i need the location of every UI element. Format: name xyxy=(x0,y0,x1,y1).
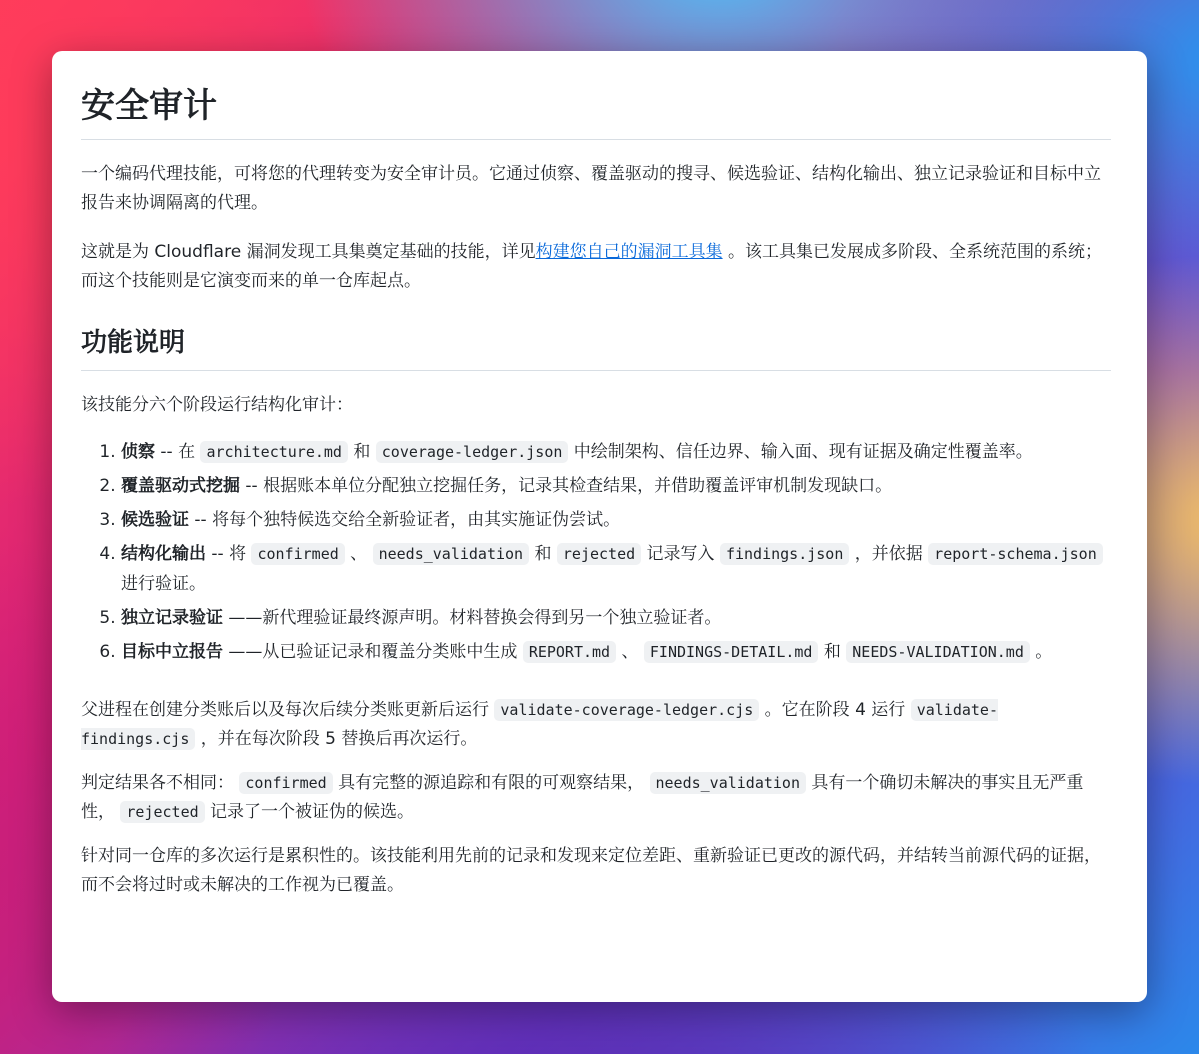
list-item-candidate-validation xyxy=(121,505,1111,535)
code-span: report-schema.json xyxy=(928,543,1103,565)
list-item-structured-output xyxy=(121,539,1111,599)
code-span: NEEDS-VALIDATION.md xyxy=(846,641,1030,663)
para-text: 具有完整的源追踪和有限的可观察结果， xyxy=(332,773,650,793)
step-text: -- 根据账本单位分配独立挖掘任务，记录其检查结果，并借助覆盖评审机制发现缺口。 xyxy=(240,476,893,496)
build-toolkit-link[interactable]: 构建您自己的漏洞工具集 xyxy=(535,242,723,262)
code-span: architecture.md xyxy=(200,441,347,463)
list-item-recon xyxy=(121,437,1111,467)
para-text: 具有一个确切未解决的事实且无严重性， xyxy=(81,773,1084,822)
step-title: 候选验证 xyxy=(121,510,189,530)
stages-intro: 该技能分六个阶段运行结构化审计： xyxy=(81,395,353,415)
step-text: -- 在 xyxy=(155,442,201,462)
code-span: validate-coverage-ledger.cjs xyxy=(494,699,759,721)
code-span: rejected xyxy=(120,801,204,823)
step-text: 。 xyxy=(1029,642,1053,662)
intro-paragraph: 一个编码代理技能，可将您的代理转变为安全审计员。它通过侦察、覆盖驱动的搜寻、候选验证、结构化输出、独立记录验证和目标中立报告来协调隔离的代理。 xyxy=(81,164,1101,213)
para-text: 记录了一个被证伪的候选。 xyxy=(204,802,415,822)
step-title: 结构化输出 xyxy=(121,544,206,564)
code-span: confirmed xyxy=(251,543,344,565)
step-text: 记录写入 xyxy=(641,544,720,564)
code-span: REPORT.md xyxy=(523,641,616,663)
step-title: 覆盖驱动式挖掘 xyxy=(121,476,240,496)
toolkit-text-before: 这就是为 Cloudflare 漏洞发现工具集奠定基础的技能，详见 xyxy=(81,242,536,262)
step-title: 独立记录验证 xyxy=(121,608,223,628)
para-text: 判定结果各不相同： xyxy=(81,773,240,793)
step-title: 目标中立报告 xyxy=(121,642,223,662)
para-text: ，并在每次阶段 5 替换后再次运行。 xyxy=(195,729,478,749)
stages-list xyxy=(81,437,1111,667)
step-text: ，并依据 xyxy=(849,544,929,564)
code-span: rejected xyxy=(557,543,641,565)
toolkit-text-after: 。该工具集已发展成多阶段、全系统范围的系统；而这个技能则是它演变而来的单一仓库起点。 xyxy=(81,242,1102,291)
list-item-hunting xyxy=(121,471,1111,501)
code-span: FINDINGS-DETAIL.md xyxy=(644,641,819,663)
section-heading: 功能说明 xyxy=(81,324,1111,371)
step-text: -- 将 xyxy=(206,544,252,564)
para-text: 父进程在创建分类账后以及每次后续分类账更新后运行 xyxy=(81,700,495,720)
step-text: ——从已验证记录和覆盖分类账中生成 xyxy=(223,642,523,662)
step-text: -- 将每个独特候选交给全新验证者，由其实施证伪尝试。 xyxy=(189,510,621,530)
code-span: coverage-ledger.json xyxy=(376,441,569,463)
code-span: findings.json xyxy=(720,543,849,565)
list-item-record-verification xyxy=(121,603,1111,633)
toolkit-paragraph xyxy=(81,238,1111,296)
step-title: 侦察 xyxy=(121,442,155,462)
verdict-paragraph xyxy=(81,769,1111,827)
code-span: confirmed xyxy=(239,772,332,794)
step-text: 和 xyxy=(529,544,557,564)
step-text: 进行验证。 xyxy=(121,574,206,594)
code-span: validate-findings.cjs xyxy=(81,701,998,748)
step-text: 中绘制架构、信任边界、输入面、现有证据及确定性覆盖率。 xyxy=(568,442,1033,462)
step-text: ——新代理验证最终源声明。材料替换会得到另一个独立验证者。 xyxy=(223,608,722,628)
cumulative-paragraph: 针对同一仓库的多次运行是累积性的。该技能利用先前的记录和发现来定位差距、重新验证已更改的源代码，并结转当前源代码的证据，而不会将过时或未解决的工作视为已覆盖。 xyxy=(81,846,1101,895)
code-span: needs_validation xyxy=(373,543,530,565)
readme-card xyxy=(52,51,1147,1002)
step-text: 、 xyxy=(616,642,644,662)
step-text: 和 xyxy=(347,442,376,462)
list-item-neutral-report xyxy=(121,637,1111,667)
para-text: 。它在阶段 4 运行 xyxy=(759,700,911,720)
step-text: 、 xyxy=(344,544,373,564)
code-span: needs_validation xyxy=(650,772,807,794)
validate-paragraph xyxy=(81,696,1111,754)
page-title: 安全审计 xyxy=(81,51,1111,140)
step-text: 和 xyxy=(818,642,847,662)
